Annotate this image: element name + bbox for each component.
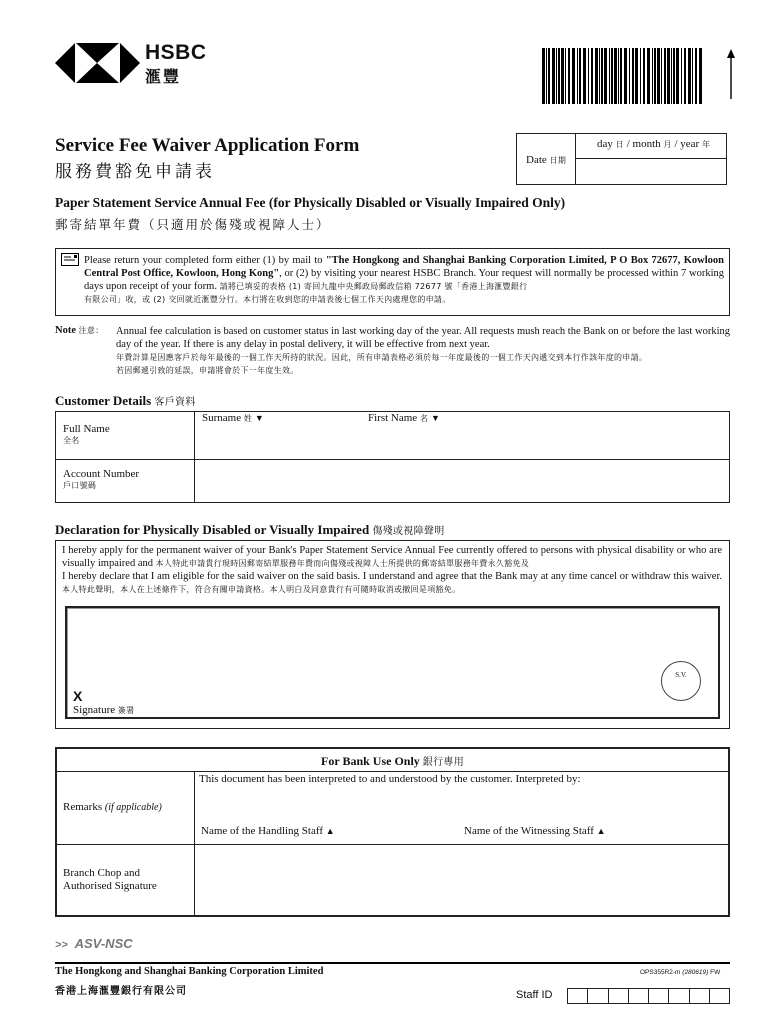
sv-stamp: S.V. <box>661 661 701 701</box>
branch-chop-field[interactable] <box>196 846 726 914</box>
form-code: >> ASV-NSC <box>55 936 133 951</box>
interpreted-text: This document has been interpreted to and understood by the customer. Interpreted by: <box>199 773 581 785</box>
note-label: Note 注意： <box>55 325 104 336</box>
bank-use-table <box>55 747 730 917</box>
staff-id-cell[interactable] <box>668 989 688 1003</box>
surname-field[interactable] <box>196 428 362 457</box>
staff-id-cell[interactable] <box>608 989 628 1003</box>
witnessing-staff-pointer-icon: ▲ <box>596 826 606 836</box>
declaration-heading: Declaration for Physically Disabled or Visually Impaired 傷殘或視障聲明 <box>55 522 445 537</box>
declaration-box <box>55 540 730 729</box>
declaration-text: I hereby apply for the permanent waiver of your Bank's Paper Statement Service Annual Fee currently offered to persons with physical disability or who are visually impaired and 本人特此申請貴行現時因郵寄結單服務年費而向傷殘或視障人士所提供的郵寄結單服務年費永久豁免及 I hereby declare that I am eligible for the said waiver on the said basis. I understand and agree that the Bank may at any time cancel or withdraw this waiver. 本人特此聲明，本人在上述條件下，符合有關申請資格。本人明白及同意貴行有可隨時取消或撤回是項豁免。 <box>62 545 722 594</box>
remarks-field[interactable] <box>196 789 726 821</box>
signature-label: Signature 簽署 <box>73 704 135 716</box>
page-title-zh: 服務費豁免申請表 <box>55 162 215 182</box>
date-format-hint: day 日 / month 月 / year 年 <box>597 138 711 150</box>
staff-id-label: Staff ID <box>516 989 553 1001</box>
brand-name: HSBC <box>145 41 207 64</box>
staff-id-cell[interactable] <box>709 989 729 1003</box>
branch-chop-label: Branch Chop and Authorised Signature <box>63 867 157 892</box>
signature-mark: X <box>73 688 83 704</box>
form-reference: OPS355R2-m (280619) FW <box>640 969 721 976</box>
first-name-label: First Name 名 ▼ <box>368 412 440 424</box>
staff-id-cell[interactable] <box>587 989 607 1003</box>
company-name-zh: 香港上海滙豐銀行有限公司 <box>55 986 187 997</box>
surname-label: Surname 姓 ▼ <box>202 412 264 424</box>
first-name-field[interactable] <box>364 428 727 457</box>
brand-name-zh: 滙豐 <box>145 69 182 86</box>
company-name: The Hongkong and Shanghai Banking Corporation Limited <box>55 966 324 977</box>
staff-id-cell[interactable] <box>628 989 648 1003</box>
customer-details-heading: Customer Details 客戶資料 <box>55 393 196 408</box>
handling-staff-pointer-icon: ▲ <box>325 826 335 836</box>
form-subtitle: Paper Statement Service Annual Fee (for Physically Disabled or Visually Impaired Only) <box>55 195 566 210</box>
staff-id-field[interactable] <box>567 988 730 1004</box>
staff-id-cell[interactable] <box>648 989 668 1003</box>
notice-box <box>55 248 730 316</box>
signature-area[interactable] <box>65 606 720 719</box>
account-number-label: Account Number 戶口號碼 <box>63 468 140 490</box>
witnessing-staff-label: Name of the Witnessing Staff ▲ <box>464 825 606 837</box>
first-name-pointer-icon: ▼ <box>431 413 440 423</box>
hsbc-logo <box>55 42 140 84</box>
date-box <box>516 133 727 185</box>
remarks-label: Remarks (if applicable) <box>63 801 162 813</box>
date-label: Date 日期 <box>526 154 567 166</box>
handling-staff-label: Name of the Handling Staff ▲ <box>201 825 335 837</box>
hsbc-hexagon-icon <box>55 42 140 84</box>
barcode <box>540 48 706 104</box>
note-text: Annual fee calculation is based on customer status in last working day of the year. All requests mush reach the Bank on or before the last working day of the year. If there is any delay in postal delivery, it will be effective from next year. 年費計算是因應客戶於每年最後的一個工作天所持的狀況。因此，所有申請表格必須於每一年度最後的一個工作天內遞交到本行作該年度的申請。 若因郵遞引致的延誤，申請將會於下一年度生效。 <box>116 326 730 375</box>
bank-use-heading: For Bank Use Only 銀行專用 <box>321 754 464 768</box>
notice-text: Please return your completed form either (1) by mail to "The Hongkong and Shanghai Banking Corporation Limited, P O Box 72677, Kowloon Central Post Office, Kowloon, Hong Kong", or (2) by visiting your nearest HSBC Branch. Your request will normally be processed within 7 working days upon receipt of your form. 請將已填妥的表格 (1) 寄回九龍中央郵政局郵政信箱 72677 號「香港上海滙豐銀行 有限公司」收，或 (2) 交回就近滙豐分行。本行將在收到您的申請表後七個工作天內處理您的申請。 <box>84 255 724 304</box>
page-title: Service Fee Waiver Application Form <box>55 135 360 156</box>
staff-id-cell[interactable] <box>689 989 709 1003</box>
date-field[interactable] <box>577 160 726 183</box>
full-name-label: Full Name 全名 <box>63 423 110 445</box>
customer-details-table <box>55 411 730 503</box>
up-arrow-icon <box>724 49 738 101</box>
staff-id-cell[interactable] <box>567 989 587 1003</box>
form-subtitle-zh: 郵寄結單年費（只適用於傷殘或視障人士） <box>55 217 331 232</box>
surname-pointer-icon: ▼ <box>254 413 264 423</box>
account-number-field[interactable] <box>196 461 727 501</box>
mail-icon <box>61 253 79 269</box>
